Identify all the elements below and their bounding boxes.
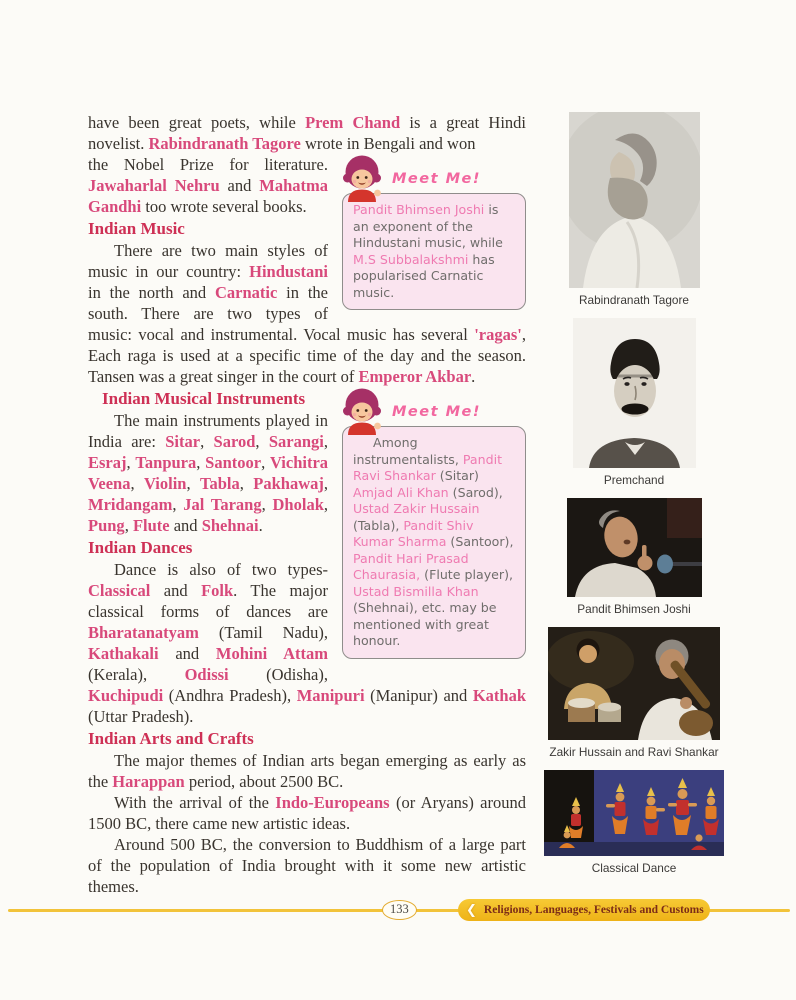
premchand-photo <box>573 318 696 468</box>
page-content <box>88 112 726 897</box>
section-heading-indian-dances: Indian Dances <box>88 538 193 557</box>
paragraph-poets: have been great poets, while Prem Chand is a great Hindi novelist. Rabindranath Tagore wrote in Bengali and won <box>88 113 526 153</box>
paragraph-nobel: the Nobel Prize for literature. Jawaharlal Nehru and Mahatma Gandhi too wrote several books. <box>88 155 328 216</box>
meet-me-box-1 <box>342 156 526 310</box>
back-chevron-icon: ❮ <box>466 902 477 918</box>
section-heading-indian-music: Indian Music <box>88 219 185 238</box>
meet-me-title: Meet Me! <box>392 404 481 420</box>
meet-me-text-2: Among instrumentalists, Pandit Ravi Shankar (Sitar) Amjad Ali Khan (Sarod), Ustad Zakir Hussain (Tabla), Pandit Shiv Kumar Sharma (Santoor), Pandit Hari Prasad Chaurasia, (Flute player), Ustad Bismilla Khan (Shehnai), etc. may be mentioned with great honour. <box>342 426 526 659</box>
paragraph-buddhism: Around 500 BC, the conversion to Buddhism of a large part of the population of India brought with it some new artistic themes. <box>88 835 526 896</box>
rabindranath-tagore-photo <box>569 112 700 288</box>
photo-column <box>542 112 726 897</box>
figure-caption: Zakir Hussain and Ravi Shankar <box>549 745 719 759</box>
classical-dance-photo <box>544 770 724 856</box>
main-text-column <box>88 112 526 897</box>
section-heading-indian-arts-and-crafts: Indian Arts and Crafts <box>88 729 254 748</box>
chapter-banner <box>458 899 710 921</box>
figure-caption: Premchand <box>603 473 665 487</box>
meet-me-box-2 <box>342 389 526 659</box>
paragraph-instruments: The main instruments played in India are: Sitar, Sarod, Sarangi, Esraj, Tanpura, Santoor, Vichitra Veena, Violin, Tabla, Pakhawaj, Mridangam, Jal Tarang, Dholak, Pung, Flute and Shehnai. <box>88 411 329 535</box>
mascot-girl-icon <box>336 385 388 435</box>
paragraph-indo-europeans: With the arrival of the Indo-Europeans (or Aryans) around 1500 BC, there came new artistic ideas. <box>88 793 527 833</box>
chapter-banner-label: Religions, Languages, Festivals and Customs <box>483 904 704 916</box>
pandit-bhimsen-joshi-photo <box>567 498 702 597</box>
meet-me-text-1: Pandit Bhimsen Joshi is an exponent of the Hindustani music, while M.S Subbalakshmi has popularised Carnatic music. <box>342 193 526 310</box>
figure-caption: Rabindranath Tagore <box>579 293 689 307</box>
figure-zakir-hussain-and-ravi-shankar <box>548 627 720 759</box>
meet-me-title: Meet Me! <box>392 171 481 187</box>
mascot-girl-icon <box>336 152 388 202</box>
paragraph-dances: Dance is also of two types- Classical and Folk. The major classical forms of dances are Bharatanatyam (Tamil Nadu), Kathakali and Mohini Attam (Kerala), Odissi (Odisha), Kuchipudi (Andhra Pradesh), Manipuri (Manipur) and Kathak (Uttar Pradesh). <box>88 560 526 726</box>
zakir-hussain-ravi-shankar-photo <box>548 627 720 740</box>
paragraph-harappan: The major themes of Indian arts began emerging as early as the Harappan period, about 2500 BC. <box>88 751 526 791</box>
page-number: 133 <box>382 900 417 920</box>
figure-premchand <box>573 318 696 487</box>
figure-caption: Classical Dance <box>591 861 677 875</box>
paragraph-music-styles: There are two main styles of music in our country: Hindustani in the north and Carnatic in the south. There are two types of music: vocal and instrumental. Vocal music has several 'ragas', Each raga is used at a specific time of the day and the season. Tansen was a great singer in the court of Emperor Akbar. <box>88 241 526 386</box>
figure-rabindranath-tagore <box>569 112 700 307</box>
section-heading-indian-musical-instruments: Indian Musical Instruments <box>102 389 306 408</box>
figure-caption: Pandit Bhimsen Joshi <box>577 602 691 616</box>
figure-classical-dance <box>544 770 724 875</box>
figure-pandit-bhimsen-joshi <box>567 498 702 616</box>
page-footer <box>0 899 796 931</box>
